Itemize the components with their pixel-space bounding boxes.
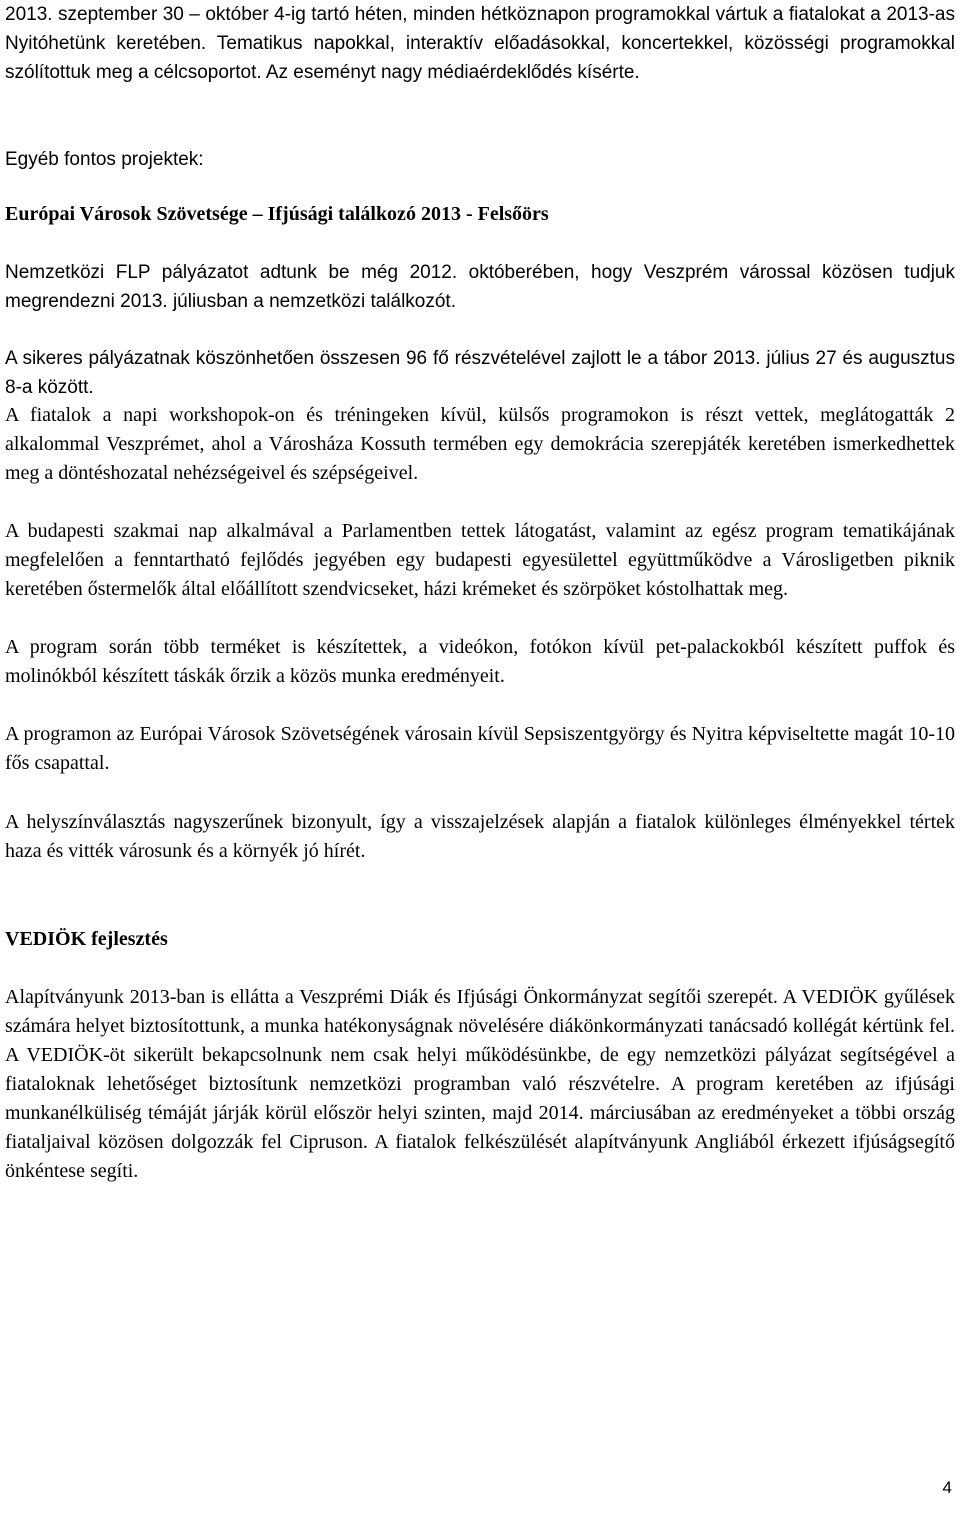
workshops-paragraph: A fiatalok a napi workshopok-on és tréningeken kívül, külsős programokon is részt vettek, meglátogatták 2 alkalommal Veszprémet, ahol a Városháza Kossuth termében egy demokrácia szerepjáték keretében ismerkedhettek meg a döntéshozatal nehézségeivel és szépségeivel. [5,404,955,484]
budapest-paragraph: A budapesti szakmai nap alkalmával a Parlamentben tettek látogatást, valamint az egész program tematikájának megfelelően a fenntartható fejlődés jegyében egy budapesti egyesülettel együttműködve a Városligetben piknik keretében őstermelők által előállított szendvicseket, házi krémeket és szörpöket kóstolhattak meg. [5,520,955,600]
products-paragraph: A program során több terméket is készítettek, a videókon, fotókon kívül pet-palackokból készített puffok és molinókból készített táskák őrzik a közös munka eredményeit. [5,636,955,687]
flp-paragraph: Nemzetközi FLP pályázatot adtunk be még 2012. októberében, hogy Veszprém várossal közösen tudjuk megrendezni 2013. júliusban a nemzetközi találkozót. [5,262,955,312]
participants-paragraph: A programon az Európai Városok Szövetségének városain kívül Sepsiszentgyörgy és Nyitra képviseltette magát 10-10 fős csapattal. [5,723,955,774]
venue-paragraph: A helyszínválasztás nagyszerűnek bizonyult, így a visszajelzések alapján a fiatalok különleges élményekkel tértek haza és vitték városunk és a környék jó hírét. [5,811,955,862]
intro-paragraph: 2013. szeptember 30 – október 4-ig tartó héten, minden hétköznapon programokkal vártuk a fiatalokat a 2013-as Nyitóhetünk keretében. Tematikus napokkal, interaktív előadásokkal, koncertekkel, közösségi programokkal szólítottuk meg a célcsoportot. Az eseményt nagy médiaérdeklődés kísérte. [5,4,955,83]
vediok-paragraph: Alapítványunk 2013-ban is ellátta a Veszprémi Diák és Ifjúsági Önkormányzat segítői szerepét. A VEDIÖK gyűlések számára helyet biztosítottunk, a munka hatékonyságnak növelésére diákönkormányzati tanácsadó kollégát kértünk fel. A VEDIÖK-öt sikerült bekapcsolnunk nem csak helyi működésünkbe, de egy nemzetközi pályázat segítségével a fiataloknak lehetőséget biztosítunk nemzetközi programban való részvételre. A program keretében az ifjúsági munkanélküliség témáját járják körül először helyi szinten, majd 2014. márciusában az eredményeket a többi ország fiataljaival közösen dolgozzák fel Cipruson. A fiatalok felkészülését alapítványunk Angliából érkezett ifjúságsegítő önkéntese segíti. [5,986,955,1182]
camp-paragraph: A sikeres pályázatnak köszönhetően összesen 96 fő részvételével zajlott le a tábor 2013. július 27 és augusztus 8-a között. [5,348,955,398]
efs-heading: Európai Városok Szövetsége – Ifjúsági találkozó 2013 - Felsőörs [5,203,549,225]
vediok-heading: VEDIÖK fejlesztés [5,928,168,950]
page-number: 4 [942,1478,952,1497]
other-projects-heading: Egyéb fontos projektek: [5,149,204,170]
